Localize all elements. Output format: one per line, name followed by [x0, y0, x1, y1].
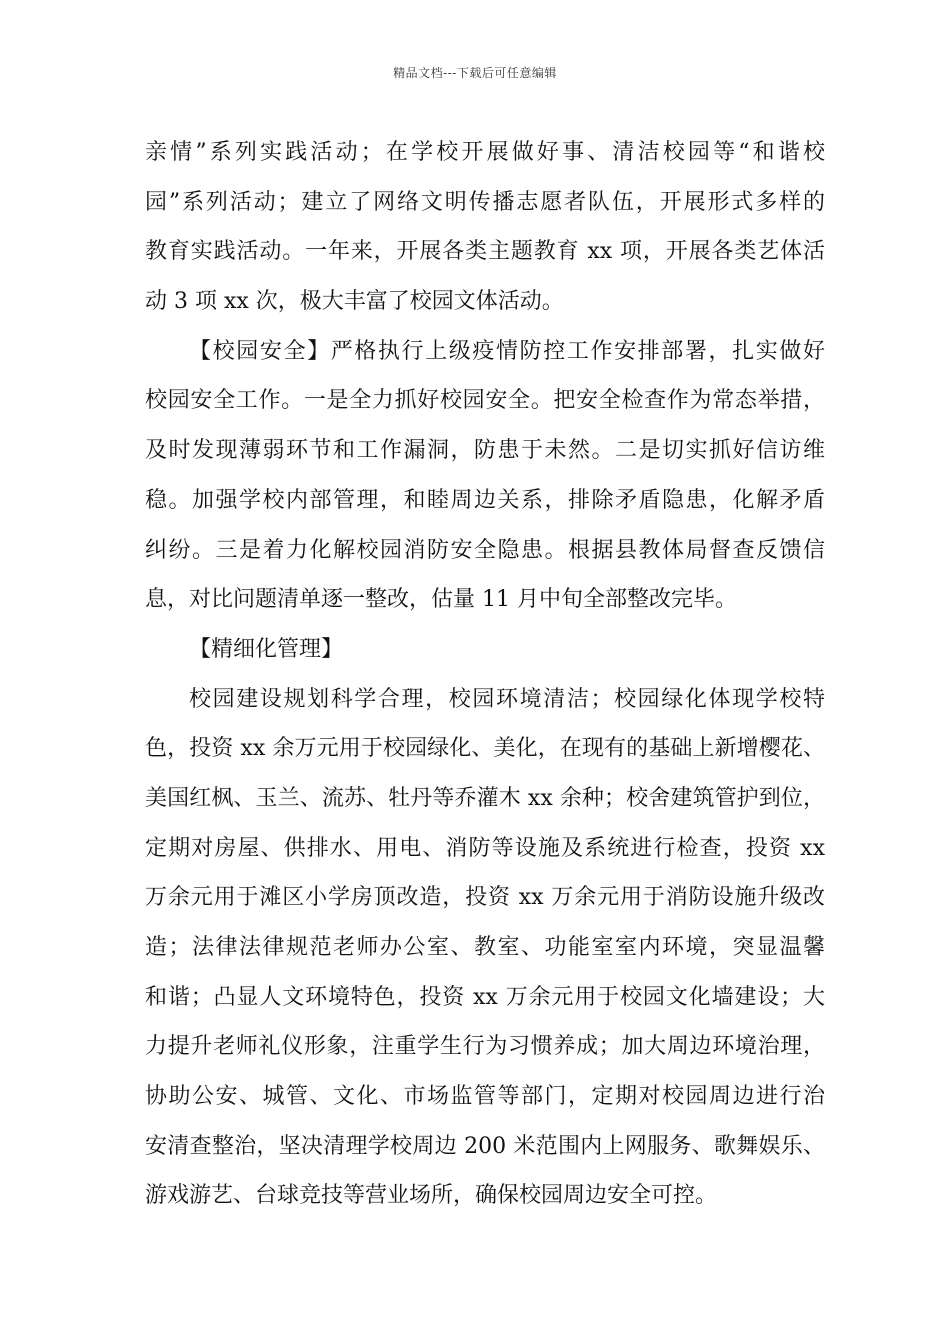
- text-line: 亲情”系列实践活动；在学校开展做好事、清洁校园等“和谐校: [145, 140, 825, 165]
- page-header: 精品文档---下载后可任意编辑: [393, 66, 557, 80]
- text-line: 及时发现薄弱环节和工作漏洞，防患于未然。二是切实抓好信访维: [145, 438, 825, 464]
- text-line: 游戏游艺、台球竞技等营业场所，确保校园周边安全可控。: [145, 1183, 718, 1209]
- text-line: 纠纷。三是着力化解校园消防安全隐患。根据县教体局督查反馈信: [145, 537, 825, 563]
- section-heading-line: 【校园安全】严格执行上级疫情防控工作安排部署，扎实做好: [189, 338, 825, 364]
- text-line: 造；法律法律规范老师办公室、教室、功能室室内环境，突显温馨: [145, 935, 825, 960]
- text-line: 安清查整治，坚决清理学校周边 200 米范围内上网服务、歌舞娱乐、: [145, 1133, 825, 1159]
- text-line: 稳。加强学校内部管理，和睦周边关系，排除矛盾隐患，化解矛盾: [145, 487, 825, 513]
- text-line: 和谐；凸显人文环境特色，投资 xx 万余元用于校园文化墙建设；大: [145, 984, 825, 1010]
- text-line: 色，投资 xx 余万元用于校园绿化、美化，在现有的基础上新增樱花、: [145, 736, 825, 762]
- text-line: 园”系列活动；建立了网络文明传播志愿者队伍，开展形式多样的: [145, 189, 825, 215]
- text-line: 校园建设规划科学合理，校园环境清洁；校园绿化体现学校特: [189, 686, 825, 712]
- section-heading: 【精细化管理】: [189, 636, 344, 662]
- text-line: 息，对比问题清单逐一整改，估量 11 月中旬全部整改完毕。: [145, 587, 737, 613]
- text-line: 美国红枫、玉兰、流苏、牡丹等乔灌木 xx 余种；校舍建筑管护到位，: [145, 785, 825, 811]
- text-line: 协助公安、城管、文化、市场监管等部门，定期对校园周边进行治: [145, 1084, 825, 1110]
- text-line: 动 3 项 xx 次，极大丰富了校园文体活动。: [145, 289, 564, 315]
- text-line: 校园安全工作。一是全力抓好校园安全。把安全检查作为常态举措，: [145, 388, 825, 414]
- text-line: 定期对房屋、供排水、用电、消防等设施及系统进行检查，投资 xx: [145, 835, 825, 861]
- document-body: [145, 128, 825, 1221]
- text-line: 教育实践活动。一年来，开展各类主题教育 xx 项，开展各类艺体活: [145, 239, 825, 265]
- text-line: 力提升老师礼仪形象，注重学生行为习惯养成；加大周边环境治理，: [145, 1034, 825, 1060]
- text-line: 万余元用于滩区小学房顶改造，投资 xx 万余元用于消防设施升级改: [145, 885, 825, 911]
